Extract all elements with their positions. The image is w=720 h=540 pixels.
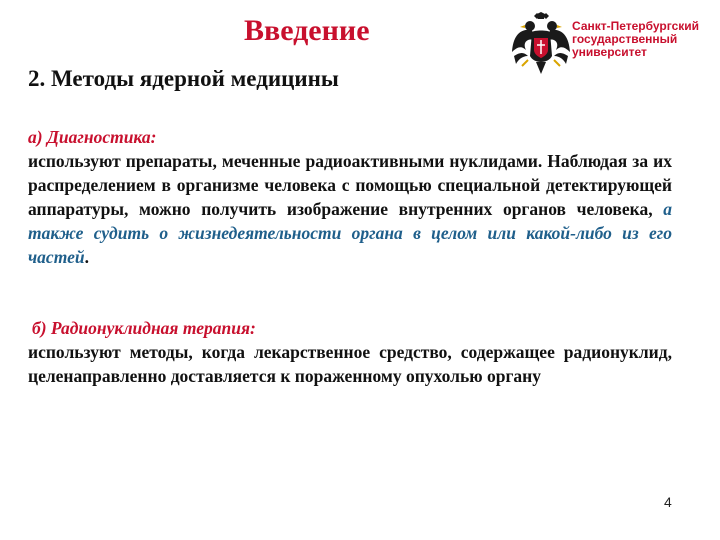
slide-subtitle: 2. Методы ядерной медицины [28,66,339,91]
section-radionuclide-therapy [28,316,672,388]
logo-text-line-3: университет [572,45,647,59]
diagnostics-text-highlight: а также судить о жизнедеятельности органа в целом или какой-либо из его частей [28,199,672,267]
section-diagnostics [28,125,672,269]
section-diagnostics-text [28,149,672,269]
diagnostics-text-end: . [84,247,89,267]
diagnostics-text-plain: используют препараты, меченные радиоактивными нуклидами. Наблюдая за их распределением в организме человека с помощью специальной детектирующей аппаратуры, можно получить изображение внутренних органов человека, [28,151,672,219]
section-therapy-heading: б) Радионуклидная терапия: [32,318,256,338]
slide-title: Введение [244,14,370,47]
logo-text-line-1: Санкт-Петербургский [572,19,700,33]
logo-text-line-2: государственный [572,32,678,46]
section-therapy-text: используют методы, когда лекарственное средство, содержащее радионуклид, целенаправленно доставляется к пораженному опухолью органу [28,342,672,386]
logo-text [572,20,712,59]
university-logo [510,12,710,78]
page-number: 4 [664,494,672,510]
double-headed-eagle-emblem-icon [510,12,572,78]
section-diagnostics-heading: а) Диагностика: [28,127,157,147]
